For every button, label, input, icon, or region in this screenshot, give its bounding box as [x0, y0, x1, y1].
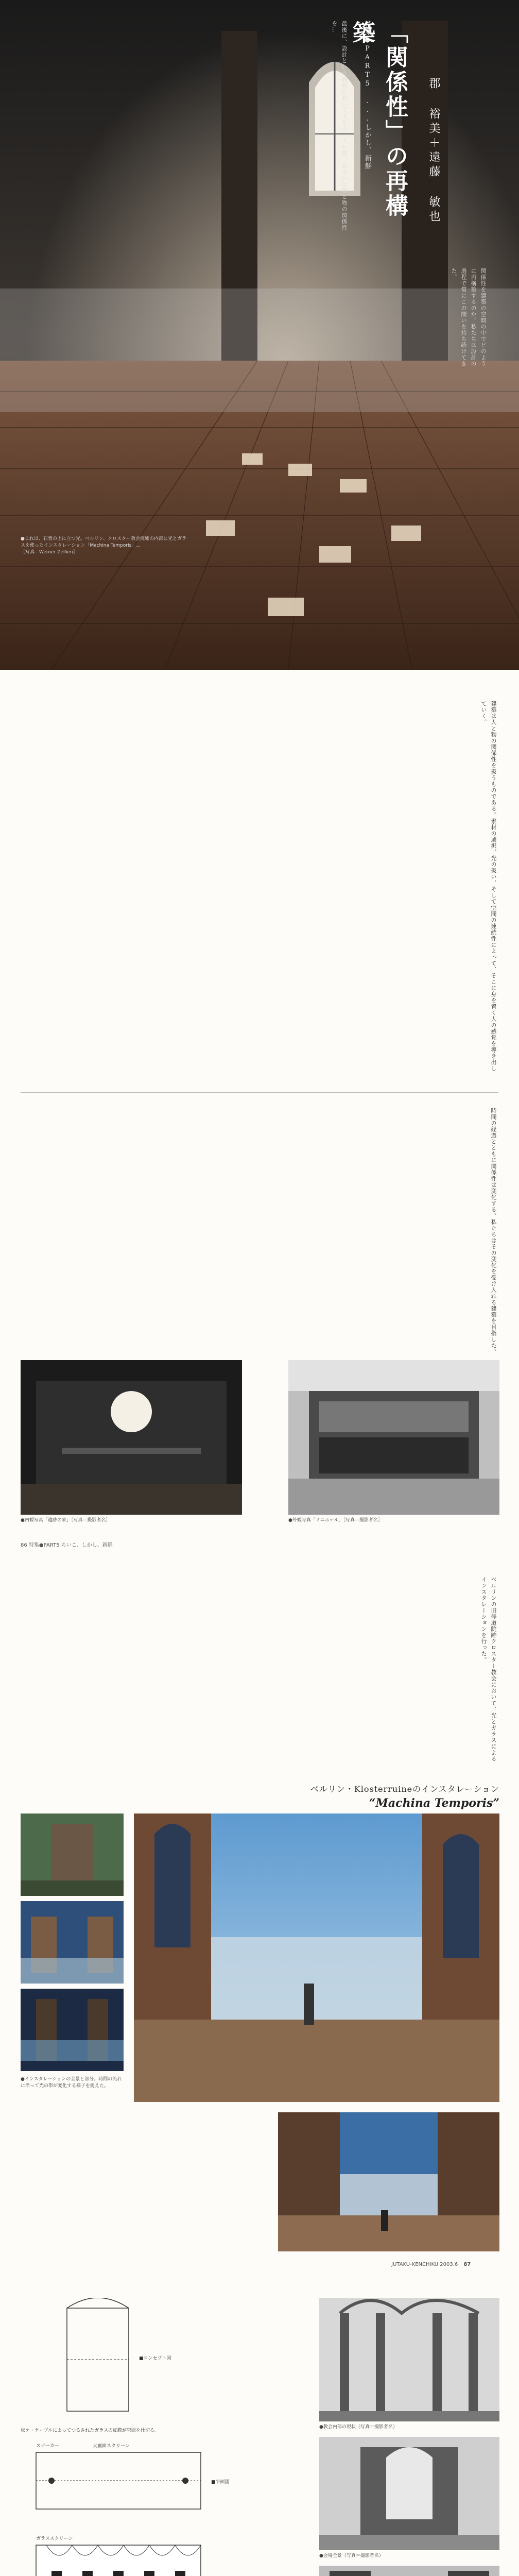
installation-lower-illustration: [278, 2112, 499, 2251]
page-number-86: [21, 1540, 113, 1548]
photo1-caption: ●内観写真「遺跡の家」［写真＝撮影者名］: [21, 1518, 111, 1523]
page-number: 86: [21, 1543, 27, 1548]
caption-right2: ●会場全景（写真＝撮影者名）: [319, 2553, 384, 2558]
column-divider: [21, 1092, 498, 1093]
section-diagram: [36, 2545, 201, 2576]
main-title: 「関係性」の再構築: [349, 21, 408, 218]
title-body-text: 関係性を建築の空間の中でどのように再構築するのか。私たちは設計の過程で常にこの問いを持ち続けてきた。: [451, 268, 487, 367]
heading-en: “Machina Temporis”: [369, 1797, 499, 1810]
installation-body-text: ベルリンの旧修道院跡クロスター教会において、光とガラスによるインスタレーションを行った。: [480, 1577, 497, 1762]
installation-main-illustration: [134, 1814, 499, 2102]
spread-installation: [0, 1556, 519, 2278]
dia-screen-a: 大画面スクリーン: [93, 2444, 130, 2449]
footer-magazine: JUTAKU-KENCHIKU 2003.6: [391, 2262, 458, 2267]
dia-glass: ガラススクリーン: [36, 2536, 73, 2541]
installation-caption: ●インスタレーションの全景と部分。時間の流れに沿って光の帯が変化する様子を捉えた。: [21, 2077, 122, 2089]
ruin-walls-illustration: [319, 2566, 499, 2576]
ruin-exterior-photo: [319, 2437, 499, 2550]
thumb-photo-3: [21, 1989, 124, 2071]
page-number-87-group: [391, 2262, 471, 2267]
dia-note1: 松ケ・ケーブルによってつるされたガラスの皮膜が空間を仕切る。: [21, 2428, 159, 2433]
title-photo-caption: [21, 536, 191, 556]
page-number: 87: [463, 2262, 471, 2267]
installation-heading: [242, 1783, 499, 1810]
caption-text: ●これは、石畳の上に立つ光。ベルリン、クロスター教会廃墟の内部に光とガラスを使ったインスタレーション「Machina Temporis」…: [21, 536, 187, 548]
church-interior-photo: [319, 2298, 499, 2421]
dark-interior-illustration: [21, 1360, 242, 1515]
dia-speaker-a: スピーカー: [36, 2444, 59, 2449]
body-text-upper: 建築は人と物の関係性を扱うものである。素材の選択、光の扱い、そして空間の連続性によって、そこに身を置く人の感覚を導き出していく。: [480, 701, 497, 1072]
label-plan: ■平面図: [211, 2480, 230, 2485]
thumb-2-illustration: [21, 1901, 124, 1984]
building-exterior-photo: [288, 1360, 499, 1515]
dark-interior-photo: [21, 1360, 242, 1515]
caption-right1: ●教会内部の現状（写真＝撮影者名）: [319, 2425, 397, 2430]
thumb-1-illustration: [21, 1814, 124, 1896]
plan-diagram: [36, 2452, 201, 2509]
ruin-walls-photo: [319, 2566, 499, 2576]
ruin-exterior-illustration: [319, 2437, 499, 2550]
body-text-lower: 時間の経過とともに関係性は変化する。私たちはその変化を受け入れる建築を目指した。: [490, 1108, 497, 1355]
intro-text: 最後に、設計という過程において人と人、人と物、あるいは物と物の関係性を…: [331, 21, 348, 231]
photo2-caption: ●外観写真「ミニホテル」［写真＝撮影者名］: [288, 1518, 383, 1523]
concept-diagram: [67, 2298, 129, 2411]
page-footer: 特集●PART5 ちいこ、しかし、新鮮: [28, 1543, 113, 1548]
label-concept: ■コンセプト図: [139, 2356, 171, 2361]
authors: 郡 裕美＋遠藤 敏也: [427, 77, 440, 225]
spread-diagrams: [0, 2277, 519, 2576]
diagrams: [21, 2298, 257, 2576]
church-interior-illustration: [319, 2298, 499, 2421]
special-tag: 特集●PART5 ...しかし、新鮮: [364, 21, 371, 170]
thumb-3-illustration: [21, 1989, 124, 2071]
installation-photo-main: [134, 1814, 499, 2102]
photo-credit: ［写真＝Werner Zellien］: [21, 550, 78, 555]
installation-photo-lower: [278, 2112, 499, 2251]
heading-jp: ベルリン・Klosterruineのインスタレーション: [310, 1784, 499, 1794]
thumb-photo-2: [21, 1901, 124, 1984]
spread-title-page: [0, 0, 519, 670]
building-exterior-illustration: [288, 1360, 499, 1515]
thumb-photo-1: [21, 1814, 124, 1896]
